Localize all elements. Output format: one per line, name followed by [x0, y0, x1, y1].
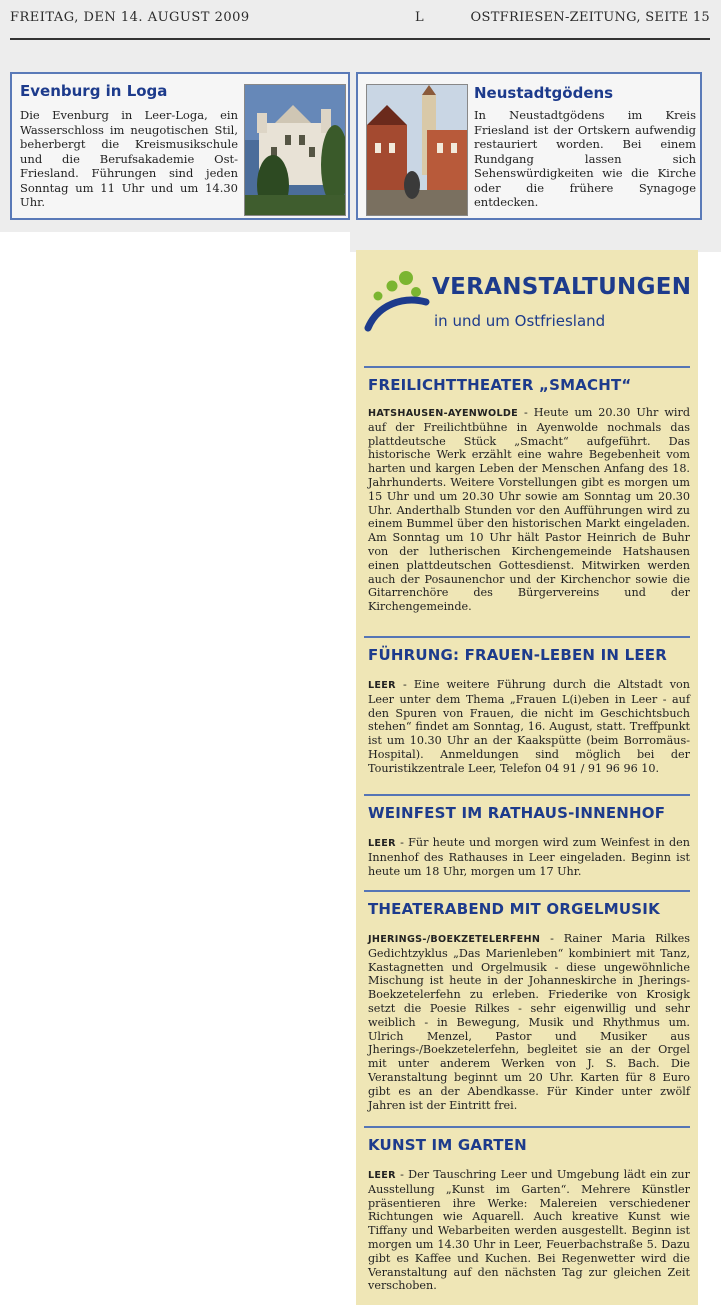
section-title: FREILICHTTHEATER „SMACHT“: [368, 376, 632, 394]
info-box-evenburg: [10, 72, 350, 220]
section-title: FÜHRUNG: FRAUEN-LEBEN IN LEER: [368, 646, 667, 664]
section-place: LEER: [368, 1170, 396, 1181]
section-body: [368, 406, 690, 614]
section-title: THEATERABEND MIT ORGELMUSIK: [368, 900, 660, 918]
header-paper-name: OSTFRIESEN-ZEITUNG, SEITE 15: [470, 10, 710, 25]
section-title: KUNST IM GARTEN: [368, 1136, 527, 1154]
section-body: [368, 1168, 690, 1293]
section-text: - Rainer Maria Rilkes Gedichtzyklus „Das Marienleben“ kombiniert mit Tanz, Kastagnetten und Orgelmusik - diese ungewöhnliche Mischung ist heute in der Johanneskirche in Jherings-Boekzetelerfehn zu erleben. Friederike von Krosigk setzt die Poesie Rilkes - sehr eigenwillig und sehr weiblich - in Bewegung, Musik und Rhythmus um. Ulrich Menzel, Pastor und Musiker aus Jherings-/Boekzetelerfehn, begleitet sie an der Orgel mit unter anderem Werken von J. S. Bach. Die Veranstaltung beginnt um 20 Uhr. Karten für 8 Euro gibt es an der Abendkasse. Für Kinder unter zwölf Jahren ist der Eintritt frei.: [368, 932, 690, 1112]
section-text: - Der Tauschring Leer und Umgebung lädt ein zur Ausstellung „Kunst im Garten“. Mehrere Künstler präsentieren ihre Werke: Malereien verschiedener Richtungen wie Aquarell. Auch kreative Kunst wie Tiffany und Webarbeiten werden ausgestellt. Beginn ist morgen um 14.30 Uhr in Leer, Feuerbachstraße 5. Dazu gibt es Kaffee und Kuchen. Bei Regenwetter wird die Veranstaltung auf den nächsten Tag zur gleichen Zeit verschoben.: [368, 1168, 690, 1293]
dots-logo-icon: [364, 266, 430, 336]
section-text: - Eine weitere Führung durch die Altstadt von Leer unter dem Thema „Frauen L(i)eben in Leer - auf den Spuren von Frauen, die nicht im Geschichtsbuch stehen“ findet am Sonntag, 16. August, statt. Treffpunkt ist um 10.30 Uhr an der Kaakspütte (beim Borromäus-Hospital). Anmeldungen sind möglich bei der Touristikzentrale Leer, Telefon 04 91 / 91 96 96 10.: [368, 678, 690, 775]
section-title: WEINFEST IM RATHAUS-INNENHOF: [368, 804, 666, 822]
section-text: - Für heute und morgen wird zum Weinfest in den Innenhof des Rathauses in Leer eingeladen. Beginn ist heute um 18 Uhr, morgen um 17 Uhr.: [368, 836, 690, 878]
castle-photo: [244, 84, 346, 216]
events-title: VERANSTALTUNGEN: [432, 274, 692, 300]
header-rule: [10, 38, 710, 40]
village-photo: [366, 84, 468, 216]
page-header: [10, 10, 710, 32]
events-column: [356, 250, 698, 1305]
section-rule: [364, 890, 690, 892]
info-box-neustadtgoedens: [356, 72, 702, 220]
section-place: JHERINGS-/BOEKZETELERFEHN: [368, 934, 541, 945]
section-body: [368, 932, 690, 1112]
section-rule: [364, 636, 690, 638]
section-body: [368, 836, 690, 878]
box-text: Die Evenburg in Leer-Loga, ein Wasserschloss im neugotischen Stil, beherbergt die Kreismusikschule und die Berufsakademie Ost-Friesland. Führungen sind jeden Sonntag um 11 Uhr und um 14.30 Uhr.: [20, 108, 238, 209]
section-rule: [364, 1126, 690, 1128]
section-place: HATSHAUSEN-AYENWOLDE: [368, 408, 518, 419]
events-logo: [356, 250, 698, 350]
section-text: - Heute um 20.30 Uhr wird auf der Freilichtbühne in Ayenwolde nochmals das plattdeutsche Stück „Smacht“ aufgeführt. Das historische Werk erzählt eine wahre Begebenheit vom harten und kargen Leben der Menschen Anfang des 18. Jahrhunderts. Weitere Vorstellungen gibt es morgen um 15 Uhr und um 20.30 Uhr sowie am Sonntag um 20.30 Uhr. Anderthalb Stunden vor den Aufführungen wird zu einem Bummel über den historischen Markt eingeladen. Am Sonntag um 10 Uhr hält Pastor Heinrich de Buhr von der lutherischen Kirchengemeinde Hatshausen einen plattdeutschen Gottesdienst. Mitwirken werden auch der Posaunenchor und der Kirchenchor sowie die Gitarrenchöre des Bürgervereins und der Kirchengemeinde.: [368, 406, 690, 614]
header-page-letter: L: [415, 10, 424, 25]
clipping-top-paper-edge: [350, 232, 721, 252]
section-rule: [364, 366, 690, 368]
box-title: Evenburg in Loga: [20, 82, 168, 100]
section-body: [368, 678, 690, 776]
header-date: FREITAG, DEN 14. AUGUST 2009: [10, 10, 250, 25]
section-place: LEER: [368, 838, 396, 849]
events-subtitle: in und um Ostfriesland: [434, 312, 606, 330]
section-place: LEER: [368, 680, 396, 691]
section-rule: [364, 794, 690, 796]
box-title: Neustadtgödens: [474, 84, 614, 102]
box-text: In Neustadtgödens im Kreis Friesland ist der Ortskern aufwendig restauriert worden. Bei einem Rundgang lassen sich Sehenswürdigkeiten wie die Kirche oder die frühere Synagoge entdecken.: [474, 108, 696, 209]
